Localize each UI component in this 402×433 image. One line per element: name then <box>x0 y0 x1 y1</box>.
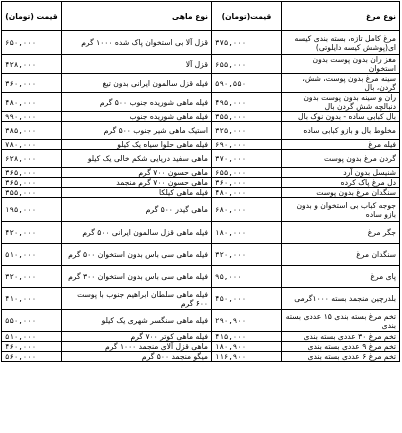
fish-type-cell: فیله ماهی سلطان ابراهیم جنوب با پوست ۶۰۰ گرم <box>62 288 212 310</box>
table-row <box>2 188 400 198</box>
fish-type-cell: فیله ماهی سی باس بدون استخوان ۳۰۰ گرم <box>62 266 212 288</box>
chicken-price-header: قیمت(تومان) <box>212 2 282 31</box>
fish-price-cell: ۳۵۵,۰۰۰ <box>2 188 62 198</box>
fish-price-cell: ۵۱۰,۰۰۰ <box>2 332 62 342</box>
header-row <box>2 2 400 31</box>
chicken-price-cell: ۳۲۰,۰۰۰ <box>212 244 282 266</box>
table-row <box>2 112 400 122</box>
table-row <box>2 288 400 310</box>
fish-price-cell: ۳۲۰,۰۰۰ <box>2 266 62 288</box>
chicken-type-cell: بلدرچین منجمد بسته ۱۰۰۰گرمی <box>282 288 400 310</box>
table-row <box>2 222 400 244</box>
chicken-type-header: نوع مرغ <box>282 2 400 31</box>
fish-price-cell: ۴۲۸,۰۰۰ <box>2 55 62 74</box>
fish-type-cell: ماهی قزل آلای منجمد ۱۰۰۰ گرم <box>62 342 212 352</box>
chicken-type-cell: تخم مرغ بسته بندی ۱۵ عددی بسته بندی <box>282 310 400 332</box>
chicken-type-cell: گردن مرغ بدون پوست <box>282 150 400 168</box>
table-row <box>2 55 400 74</box>
chicken-price-cell: ۳۲۵,۰۰۰ <box>212 122 282 140</box>
table-row <box>2 178 400 188</box>
chicken-price-cell: ۴۱۵,۰۰۰ <box>212 332 282 342</box>
chicken-price-cell: ۳۷۵,۰۰۰ <box>212 31 282 55</box>
fish-price-cell: ۴۱۰,۰۰۰ <box>2 288 62 310</box>
chicken-type-cell: تخم مرغ ۶ عددی بسته بندی <box>282 352 400 362</box>
table-row <box>2 244 400 266</box>
fish-price-cell: ۳۶۵,۰۰۰ <box>2 178 62 188</box>
fish-type-cell: ماهی گیدر ۵۰۰ گرم <box>62 198 212 222</box>
fish-price-cell: ۵۱۰,۰۰۰ <box>2 244 62 266</box>
fish-price-cell: ۷۸۰,۰۰۰ <box>2 140 62 150</box>
chicken-type-cell: دل مرغ پاک کرده <box>282 178 400 188</box>
fish-type-cell: ماهی سفید دریایی شکم خالی یک کیلو <box>62 150 212 168</box>
fish-price-cell: ۴۶۰,۰۰۰ <box>2 342 62 352</box>
fish-price-cell: ۶۵۰,۰۰۰ <box>2 31 62 55</box>
chicken-type-cell: مرغ کامل تازه، بسته بندی کیسه ای(پوشش کیسه دایلوتی) <box>282 31 400 55</box>
chicken-price-cell: ۱۸۰,۹۰۰ <box>212 342 282 352</box>
chicken-price-cell: ۵۹۰,۵۵۰ <box>212 74 282 93</box>
chicken-price-cell: ۴۸۰,۰۰۰ <box>212 188 282 198</box>
chicken-type-cell: جوجه کباب بی استخوان و بدون بازو ساده <box>282 198 400 222</box>
fish-type-cell: قزل آلا <box>62 55 212 74</box>
table-row <box>2 150 400 168</box>
chicken-type-cell: فیله مرغ <box>282 140 400 150</box>
table-row <box>2 266 400 288</box>
chicken-price-cell: ۶۵۵,۰۰۰ <box>212 55 282 74</box>
fish-type-cell: فیله ماهی حلوا سیاه یک کیلو <box>62 140 212 150</box>
chicken-type-cell: سنگدان مرغ بدون پوست <box>282 188 400 198</box>
fish-type-cell: فیله قزل سالمون ایرانی بدون تیغ <box>62 74 212 93</box>
fish-type-header: نوع ماهی <box>62 2 212 31</box>
fish-type-cell: ماهی حسون ۷۰۰ گرم <box>62 168 212 178</box>
table-row <box>2 332 400 342</box>
chicken-type-cell: جگر مرغ <box>282 222 400 244</box>
fish-type-cell: فیله ماهی سی باس بدون استخوان ۵۰۰ گرم <box>62 244 212 266</box>
chicken-type-cell: شنیسل بدون آرد <box>282 168 400 178</box>
table-row <box>2 168 400 178</box>
table-row <box>2 198 400 222</box>
fish-type-cell: فیله ماهی کیلکا <box>62 188 212 198</box>
fish-price-cell: ۳۸۵,۰۰۰ <box>2 122 62 140</box>
chicken-price-cell: ۴۵۰,۰۰۰ <box>212 288 282 310</box>
table-row <box>2 93 400 112</box>
fish-type-cell: فیله ماهی شوریده جنوب ۵۰۰ گرم <box>62 93 212 112</box>
chicken-price-cell: ۱۸۰,۰۰۰ <box>212 222 282 244</box>
chicken-type-cell: پای مرغ <box>282 266 400 288</box>
fish-type-cell: فیله ماهی سنگسر شهری یک کیلو <box>62 310 212 332</box>
fish-price-cell: ۳۶۵,۰۰۰ <box>2 168 62 178</box>
fish-type-cell: فیله ماهی قزل سالمون ایرانی ۵۰۰ گرم <box>62 222 212 244</box>
table-body <box>2 31 400 362</box>
chicken-type-cell: ران و سینه بدون پوست بدون دنبالچه شش گردن بال <box>282 93 400 112</box>
table-row <box>2 310 400 332</box>
chicken-price-cell: ۶۵۵,۰۰۰ <box>212 168 282 178</box>
fish-type-cell: فیله ماهی کوتر ۷۰۰ گرم <box>62 332 212 342</box>
fish-price-cell: ۵۵۰,۰۰۰ <box>2 310 62 332</box>
table-row <box>2 31 400 55</box>
chicken-type-cell: سنگدان مرغ <box>282 244 400 266</box>
fish-type-cell: قزل آلا بی استخوان پاک شده ۱۰۰۰ گرم <box>62 31 212 55</box>
table-row <box>2 342 400 352</box>
fish-type-cell: ماهی حسون ۷۰۰ گرم منجمد <box>62 178 212 188</box>
fish-type-cell: فیله ماهی شوریده جنوب <box>62 112 212 122</box>
table-row <box>2 122 400 140</box>
fish-price-cell: ۴۲۰,۰۰۰ <box>2 222 62 244</box>
fish-price-cell: ۶۲۸,۰۰۰ <box>2 150 62 168</box>
fish-price-cell: ۱۹۵,۰۰۰ <box>2 198 62 222</box>
fish-price-cell: ۹۹۰,۰۰۰ <box>2 112 62 122</box>
chicken-price-cell: ۶۹۰,۰۰۰ <box>212 140 282 150</box>
fish-price-cell: ۵۶۰,۰۰۰ <box>2 352 62 362</box>
chicken-price-cell: ۱۱۶,۹۰۰ <box>212 352 282 362</box>
chicken-price-cell: ۳۶۰,۰۰۰ <box>212 178 282 188</box>
chicken-price-cell: ۳۷۰,۰۰۰ <box>212 150 282 168</box>
chicken-price-cell: ۳۵۵,۰۰۰ <box>212 112 282 122</box>
chicken-type-cell: مغز ران بدون پوست بدون استخوان <box>282 55 400 74</box>
table-row <box>2 140 400 150</box>
chicken-type-cell: بال کبابی ساده - بدون نوک بال <box>282 112 400 122</box>
fish-price-header: قیمت (تومان) <box>2 2 62 31</box>
table-row <box>2 74 400 93</box>
chicken-type-cell: سینه مرغ بدون پوست، شش، گردن، بال <box>282 74 400 93</box>
chicken-type-cell: مخلوط بال و بازو کبابی ساده <box>282 122 400 140</box>
fish-type-cell: میگو منجمد ۵۰۰ گرم <box>62 352 212 362</box>
chicken-type-cell: تخم مرغ ۹ عددی بسته بندی <box>282 342 400 352</box>
chicken-price-cell: ۲۹۰,۹۰۰ <box>212 310 282 332</box>
price-table <box>1 1 400 362</box>
chicken-price-cell: ۴۹۵,۰۰۰ <box>212 93 282 112</box>
chicken-type-cell: تخم مرغ ۳۰ عددی بسته بندی <box>282 332 400 342</box>
fish-price-cell: ۴۸۰,۰۰۰ <box>2 93 62 112</box>
fish-type-cell: استیک ماهی شیر جنوب ۵۰۰ گرم <box>62 122 212 140</box>
chicken-price-cell: ۶۸۰,۰۰۰ <box>212 198 282 222</box>
chicken-price-cell: ۹۵,۰۰۰ <box>212 266 282 288</box>
table-row <box>2 352 400 362</box>
fish-price-cell: ۳۶۰,۰۰۰ <box>2 74 62 93</box>
